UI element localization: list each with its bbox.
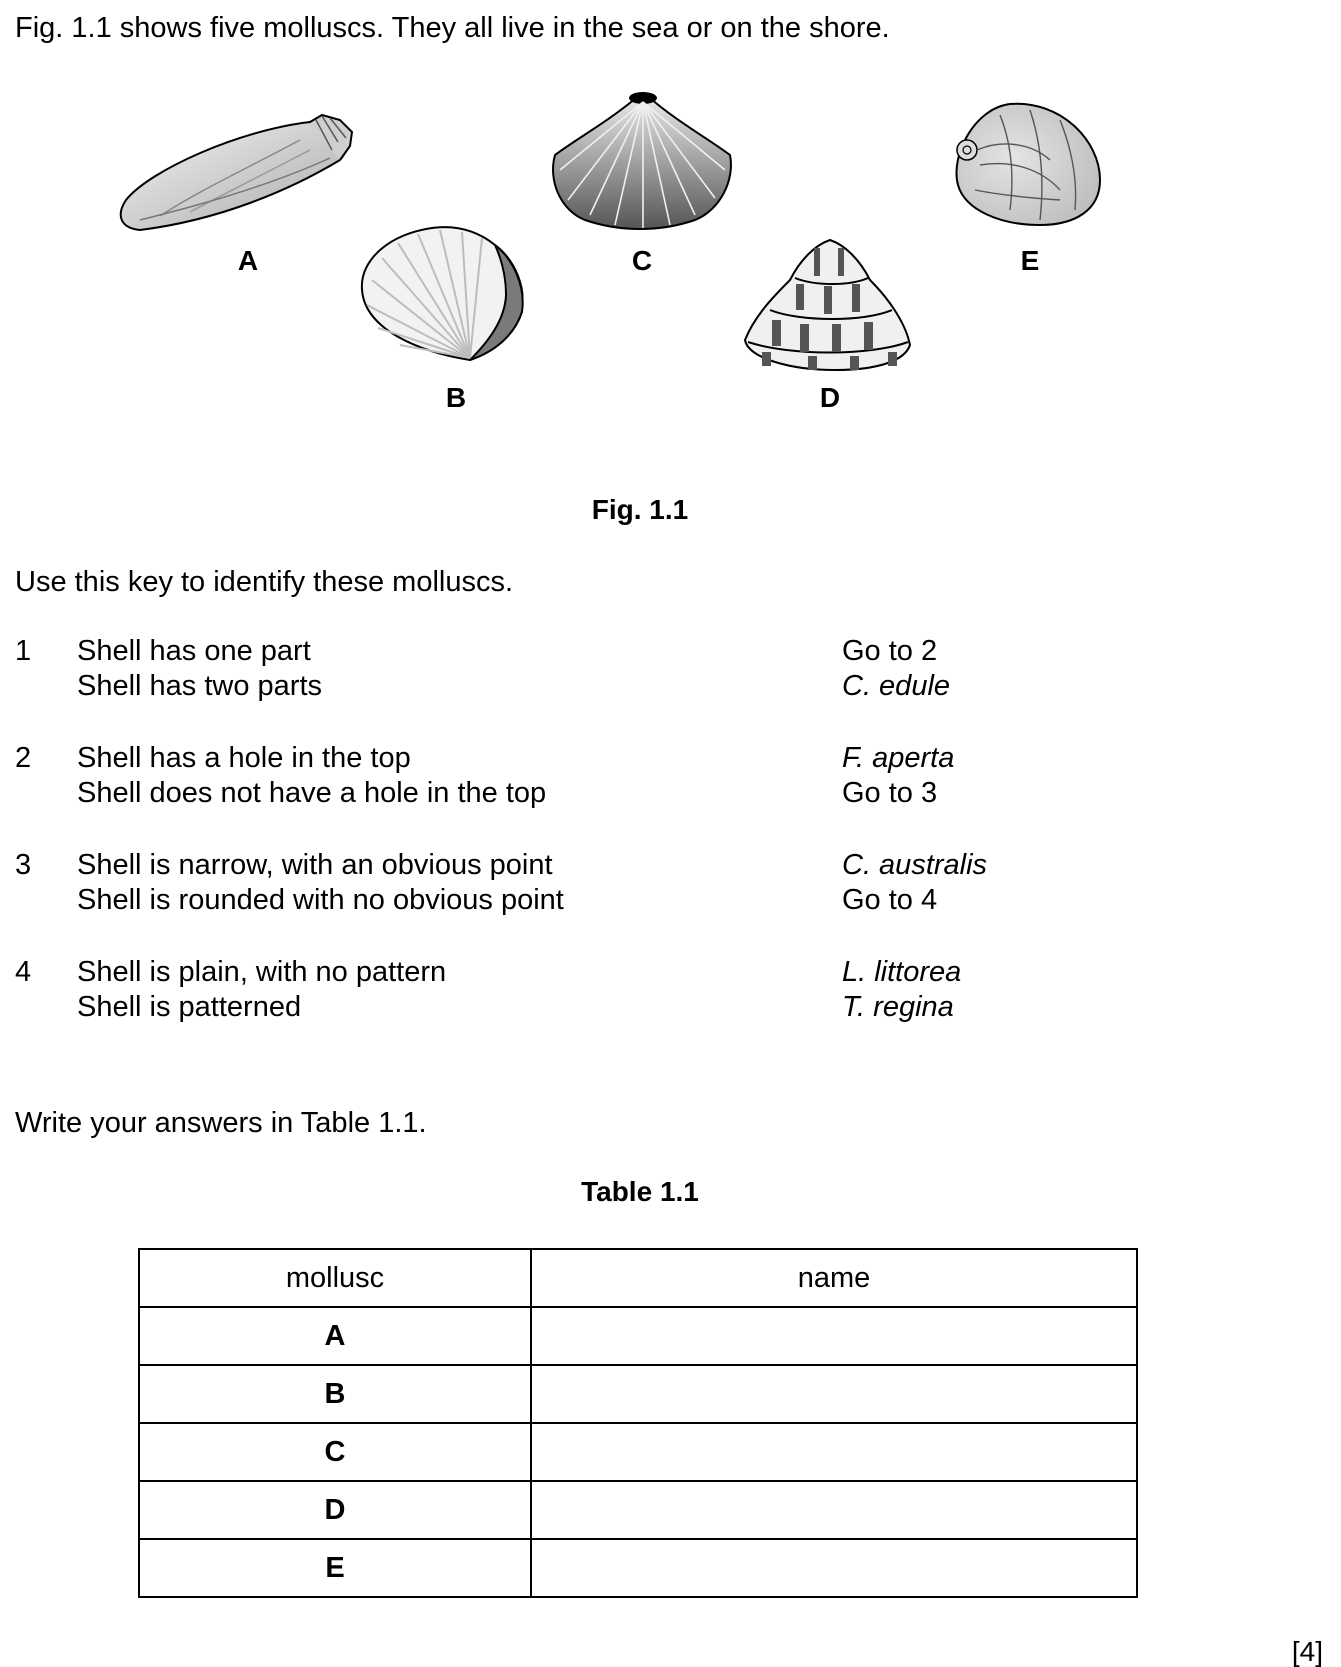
name-answer-cell[interactable] — [531, 1539, 1137, 1597]
mollusc-cell: C — [139, 1423, 531, 1481]
key-description: Shell has a hole in the top — [77, 742, 411, 774]
answer-table — [138, 1248, 1138, 1598]
shell-d-image — [745, 240, 910, 370]
table-header-row — [139, 1249, 1137, 1307]
answer-instruction: Write your answers in Table 1.1. — [15, 1107, 427, 1139]
key-description: Shell is narrow, with an obvious point — [77, 849, 553, 881]
key-description: Shell is plain, with no pattern — [77, 956, 447, 988]
marks-indicator: [4] — [1291, 1636, 1323, 1667]
mollusc-cell: E — [139, 1539, 531, 1597]
shell-c-image — [553, 92, 731, 229]
table-row — [139, 1539, 1137, 1597]
key-step-number: 4 — [15, 956, 32, 988]
table-caption: Table 1.1 — [581, 1176, 699, 1207]
name-answer-cell[interactable] — [531, 1307, 1137, 1365]
name-answer-cell[interactable] — [531, 1481, 1137, 1539]
key-step-number: 3 — [15, 849, 32, 881]
key-result-species: C. edule — [842, 670, 951, 702]
key-result: Go to 2 — [842, 635, 938, 667]
key-result: Go to 3 — [842, 777, 938, 809]
key-description: Shell does not have a hole in the top — [77, 777, 547, 809]
key-description: Shell has two parts — [77, 670, 323, 702]
shell-label-e: E — [1020, 245, 1040, 276]
mollusc-cell: D — [139, 1481, 531, 1539]
figure-1-1 — [0, 80, 1341, 440]
key-result-species: F. aperta — [842, 742, 955, 774]
mollusc-cell: B — [139, 1365, 531, 1423]
shell-label-c: C — [631, 245, 653, 276]
key-result: Go to 4 — [842, 884, 938, 916]
name-answer-cell[interactable] — [531, 1423, 1137, 1481]
key-result-species: T. regina — [842, 991, 954, 1023]
key-description: Shell has one part — [77, 635, 311, 667]
mollusc-cell: A — [139, 1307, 531, 1365]
shell-label-d: D — [819, 382, 841, 413]
key-instruction: Use this key to identify these molluscs. — [15, 566, 514, 598]
shell-label-b: B — [445, 382, 467, 413]
shell-b-image — [362, 227, 523, 360]
key-result-species: C. australis — [842, 849, 988, 881]
table-row — [139, 1481, 1137, 1539]
shell-a-image — [121, 115, 352, 230]
figure-caption: Fig. 1.1 — [591, 494, 689, 525]
table-row — [139, 1423, 1137, 1481]
key-description: Shell is rounded with no obvious point — [77, 884, 564, 916]
column-header-mollusc: mollusc — [139, 1249, 531, 1307]
shell-e-image — [957, 104, 1100, 225]
name-answer-cell[interactable] — [531, 1365, 1137, 1423]
shell-label-a: A — [237, 245, 259, 276]
column-header-name: name — [531, 1249, 1137, 1307]
table-row — [139, 1307, 1137, 1365]
shell-illustrations — [0, 80, 1341, 440]
key-step-number: 2 — [15, 742, 32, 774]
key-step-number: 1 — [15, 635, 32, 667]
key-description: Shell is patterned — [77, 991, 302, 1023]
intro-text: Fig. 1.1 shows five molluscs. They all live in the sea or on the shore. — [15, 12, 890, 44]
key-result-species: L. littorea — [842, 956, 962, 988]
table-row — [139, 1365, 1137, 1423]
